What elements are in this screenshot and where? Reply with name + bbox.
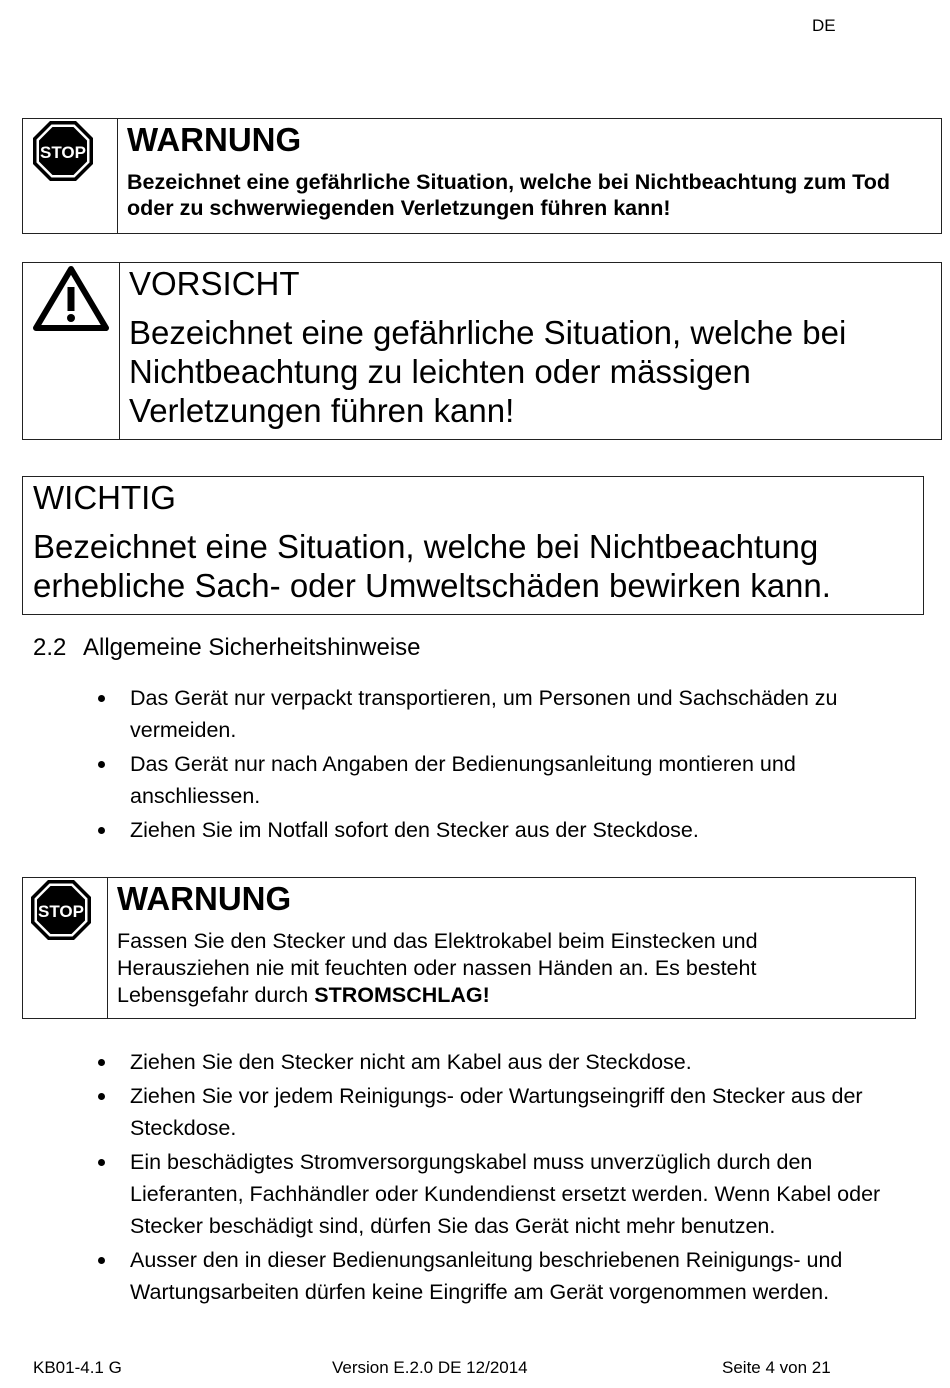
bullet-icon [98, 1093, 105, 1100]
list-item [0, 1080, 890, 1144]
bullet-icon [98, 761, 105, 768]
warning-text: Bezeichnet eine gefährliche Situation, welche bei Nichtbeachtung zum Tod oder zu schwerwiegenden Verletzungen führen kann! [127, 170, 890, 220]
footer-document-id: KB01-4.1 G [33, 1358, 122, 1377]
section-heading [33, 634, 421, 662]
list-item-text: Ausser den in dieser Bedienungsanleitung beschriebenen Reinigungs- und Wartungsarbeiten dürfen keine Eingriffe am Gerät vorgenommen werden. [130, 1248, 843, 1304]
warning-box [22, 118, 942, 234]
stop-sign-icon [29, 878, 93, 947]
warning-title: WARNUNG [127, 121, 302, 158]
list-item-text: Das Gerät nur verpackt transportieren, um Personen und Sachschäden zu vermeiden. [130, 686, 838, 742]
warning-text-main: Fassen Sie den Stecker und das Elektrokabel beim Einstecken und Herausziehen nie mit feuchten oder nassen Händen an. Es besteht Lebensgefahr durch [117, 929, 758, 1007]
caution-text: Bezeichnet eine gefährliche Situation, welche bei Nichtbeachtung zu leichten oder mässigen Verletzungen führen kann! [129, 314, 847, 429]
caution-box [22, 262, 942, 440]
bullet-icon [98, 695, 105, 702]
list-item [0, 682, 890, 746]
list-item [0, 748, 890, 812]
section-title: Allgemeine Sicherheitshinweise [83, 634, 421, 661]
bullet-icon [98, 1059, 105, 1066]
stop-sign-icon [31, 119, 95, 188]
list-item-text: Ziehen Sie vor jedem Reinigungs- oder Wartungseingriff den Stecker aus der Steckdose. [130, 1084, 863, 1140]
warning-emphasis: STROMSCHLAG! [314, 983, 490, 1007]
safety-list-2 [0, 1046, 890, 1310]
safety-list-1 [0, 682, 890, 848]
important-box [22, 476, 924, 615]
list-item-text: Ein beschädigtes Stromversorgungskabel muss unverzüglich durch den Lieferanten, Fachhändler oder Kundendienst ersetzt werden. Wenn Kabel oder Stecker beschädigt sind, dürfen Sie das Gerät nicht mehr benutzen. [130, 1150, 881, 1238]
box-divider [119, 263, 120, 439]
list-item-text: Ziehen Sie den Stecker nicht am Kabel aus der Steckdose. [130, 1050, 692, 1074]
caution-title: VORSICHT [129, 265, 300, 302]
bullet-icon [98, 827, 105, 834]
important-text: Bezeichnet eine Situation, welche bei Nichtbeachtung erhebliche Sach- oder Umweltschäden bewirken kann. [33, 528, 831, 604]
warning-triangle-icon [33, 265, 109, 336]
important-title: WICHTIG [33, 479, 176, 516]
section-number: 2.2 [33, 634, 67, 661]
box-divider [117, 119, 118, 233]
svg-text:STOP: STOP [40, 143, 86, 162]
warning-title: WARNUNG [117, 880, 292, 917]
list-item [0, 1146, 890, 1242]
svg-text:STOP: STOP [38, 902, 84, 921]
bullet-icon [98, 1159, 105, 1166]
list-item [0, 1046, 890, 1078]
list-item-text: Ziehen Sie im Notfall sofort den Stecker aus der Steckdose. [130, 818, 699, 842]
list-item [0, 1244, 890, 1308]
footer-page-number: Seite 4 von 21 [722, 1358, 831, 1377]
box-divider [107, 878, 108, 1018]
bullet-icon [98, 1257, 105, 1264]
footer-version: Version E.2.0 DE 12/2014 [332, 1358, 528, 1377]
language-code: DE [812, 16, 836, 35]
list-item-text: Das Gerät nur nach Angaben der Bedienungsanleitung montieren und anschliessen. [130, 752, 796, 808]
warning-box [22, 877, 916, 1019]
list-item [0, 814, 890, 846]
warning-text [117, 928, 857, 1009]
